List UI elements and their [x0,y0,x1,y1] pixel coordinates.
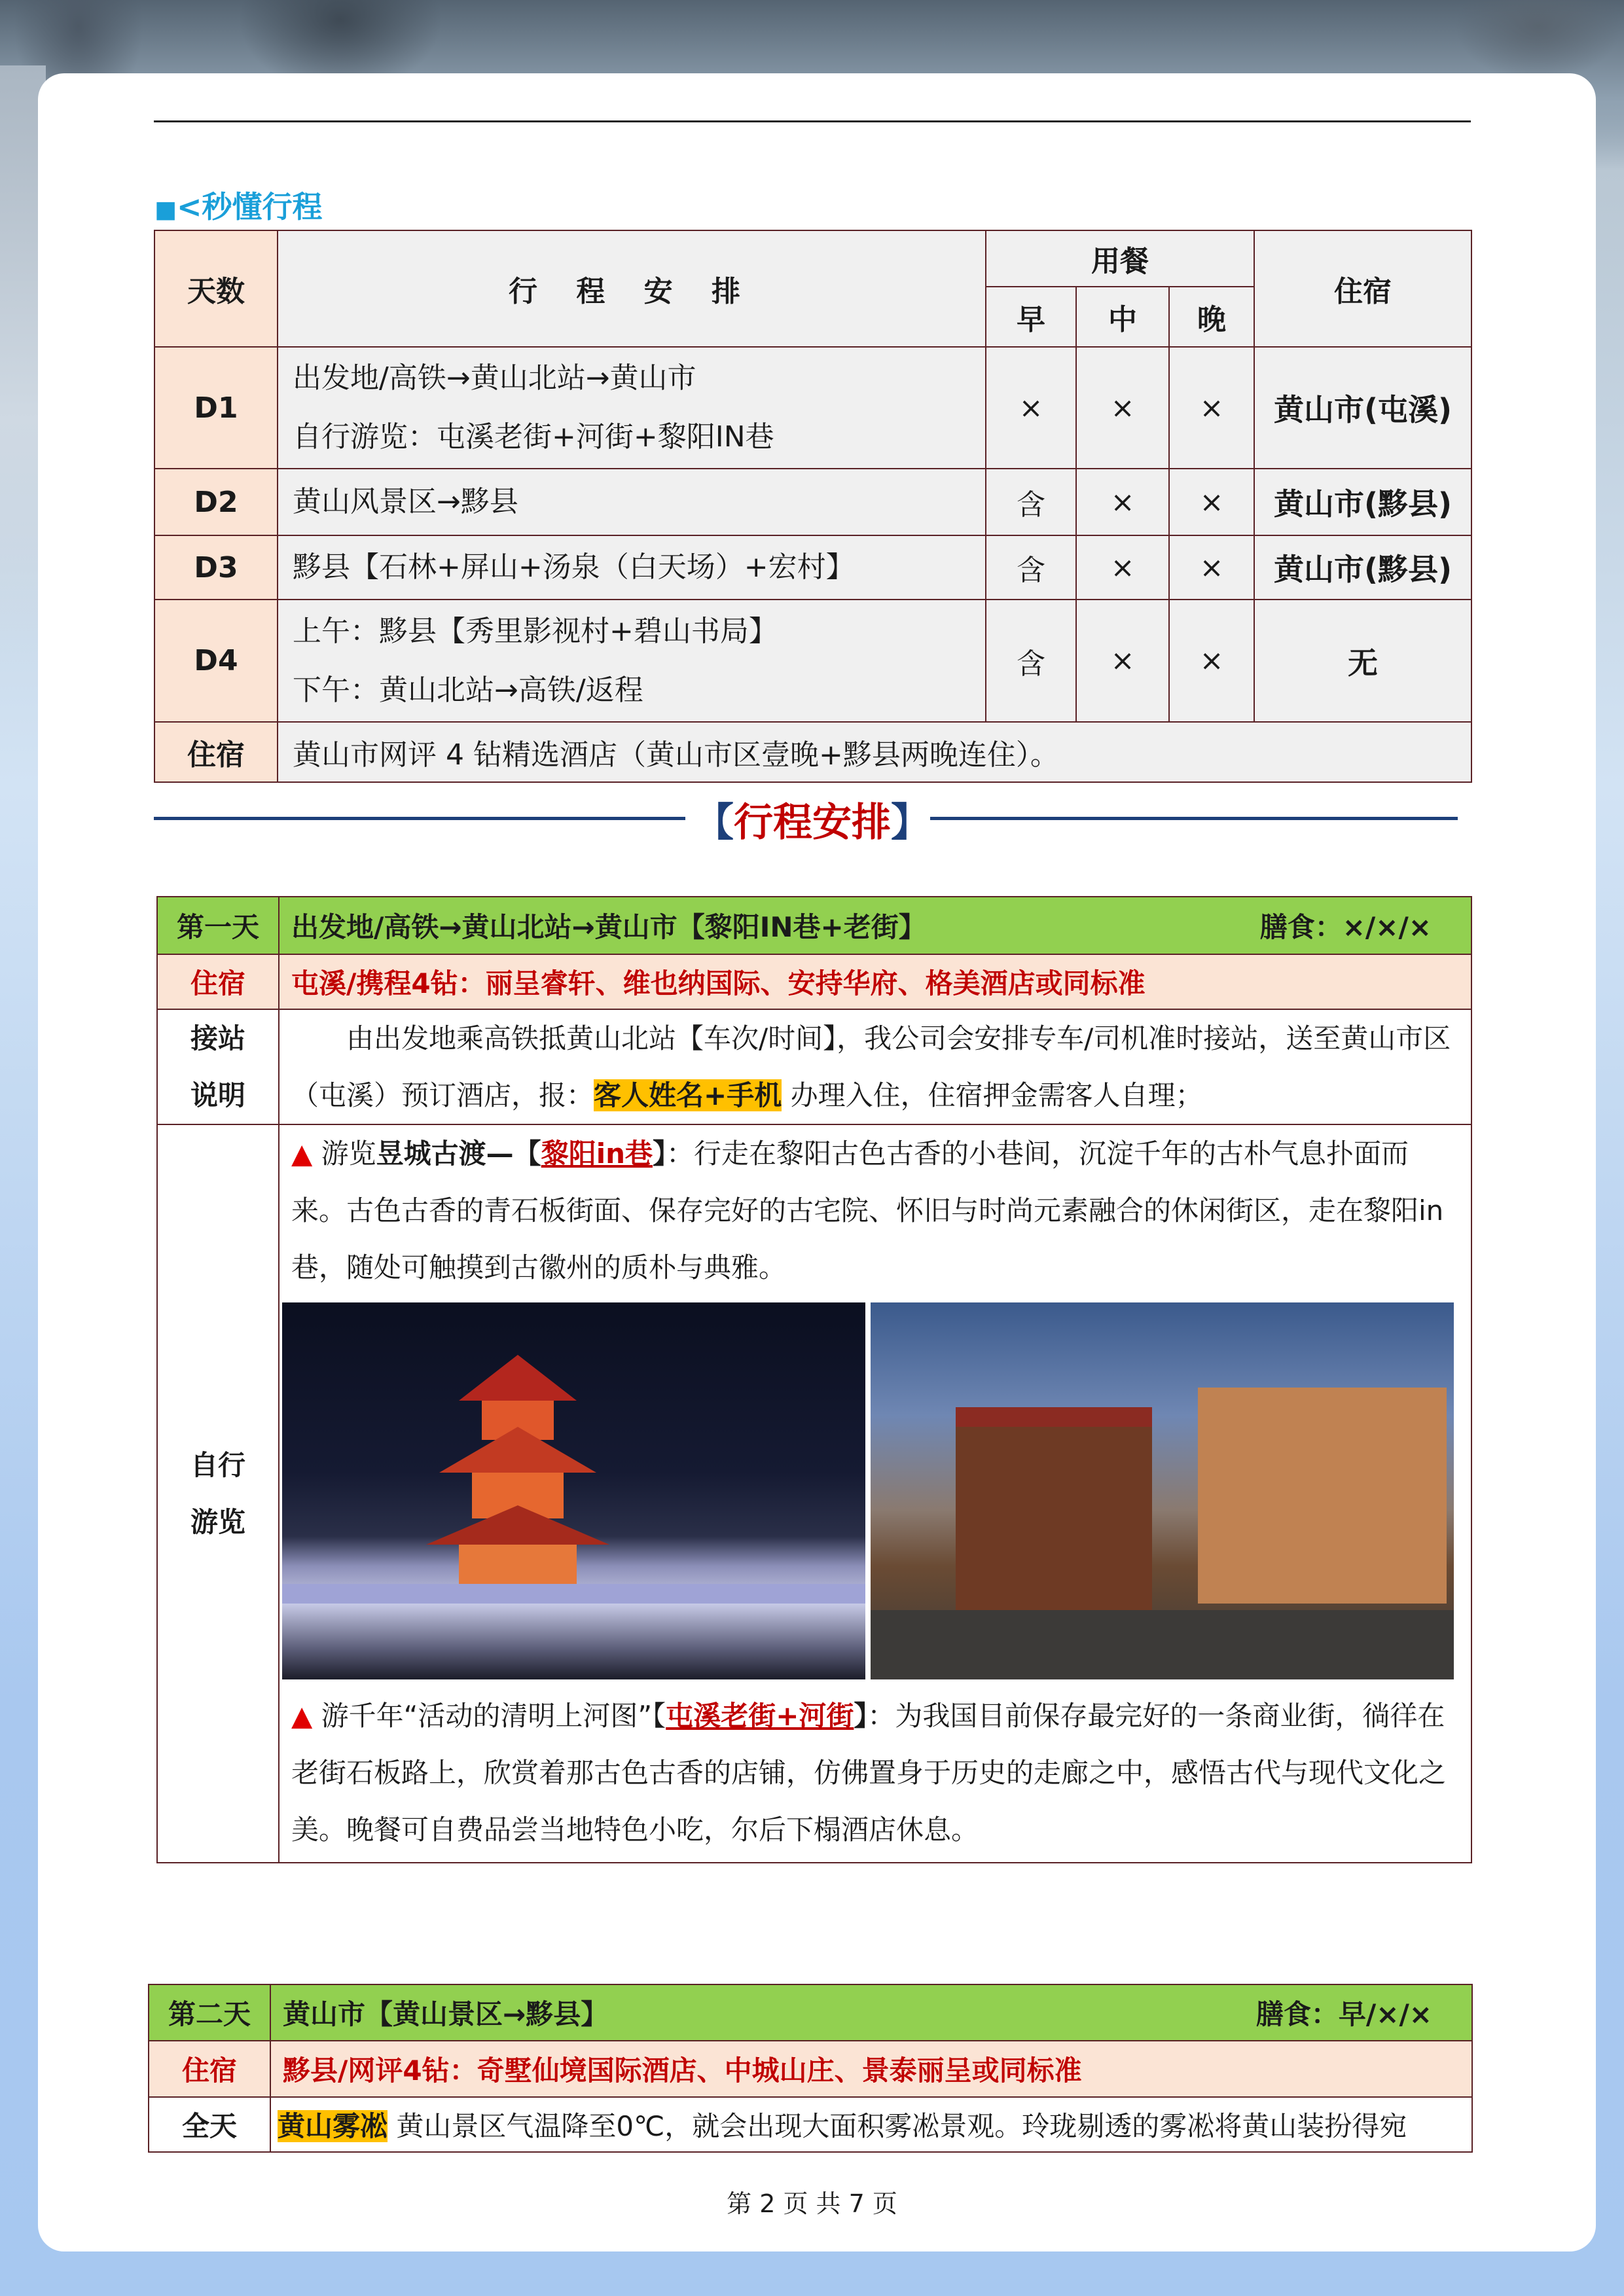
liyang-night-photo [282,1302,865,1679]
itinerary-title: 【行程安排】 [695,800,930,846]
dinner-cell: × [1169,600,1254,722]
hotel-cell: 黄山市(黟县) [1254,535,1471,600]
lodging-text: 黄山市网评 4 钻精选酒店（黄山市区壹晚+黟县两晚连住）。 [278,722,1471,782]
breakfast-cell: × [986,347,1076,469]
dinner-cell: × [1169,535,1254,600]
day2-hotel-row [149,2041,1472,2097]
hotel-cell: 无 [1254,600,1471,722]
day2-route: 黄山市【黄山景区→黟县】 [283,1998,609,2030]
day-cell: D1 [154,347,278,469]
plan-line: 黄山风景区→黟县 [293,485,518,518]
shopfront [1198,1388,1447,1604]
rime-highlight: 黄山雾凇 [278,2110,388,2142]
header-dinner: 晚 [1169,287,1254,347]
day1-pickup-text: 由出发地乘高铁抵黄山北站【车次/时间】，我公司会安排专车/司机准时接站，送至黄山市区（屯溪）预订酒店，报：客人姓名+手机 办理入住，住宿押金需客人自理； [279,1009,1471,1124]
old-street-paragraph: ▲ 游千年“活动的清明上河图”【屯溪老街+河街】：为我国目前保存最完好的一条商业街，徜徉在老街石板路上，欣赏着那古色古香的店铺，仿佛置身于历史的走廊之中，感悟古代与现代文化之美。晚餐可自费品尝当地特色小吃，尔后下榻酒店休息。 [291,1700,1447,1846]
day1-pickup-label: 接站 说明 [157,1009,279,1124]
header-hotel: 住宿 [1254,230,1471,347]
plan-line: 黟县【石林+屏山+汤泉（白天场）+宏村】 [293,550,855,584]
header-lunch: 中 [1076,287,1169,347]
plan-cell [278,535,986,600]
itinerary-title-bar [154,795,1471,846]
day2-label: 第二天 [149,1984,270,2041]
lunch-cell: × [1076,600,1169,722]
header-day: 天数 [154,230,278,347]
triangle-bullet-icon: ▲ [291,1700,313,1732]
plan-line: 出发地/高铁→黄山北站→黄山市 [293,361,696,395]
day1-header-row [157,897,1471,954]
day1-tour-row [157,1124,1471,1863]
breakfast-cell: 含 [986,469,1076,535]
day1-hotel: 屯溪/携程4钻：丽呈睿轩、维也纳国际、安持华府、格美酒店或同标准 [279,954,1471,1009]
day2-allday-text: 黄山雾凇 黄山景区气温降至0℃，就会出现大面积雾凇景观。玲珑剔透的雾凇将黄山装扮得宛 [270,2097,1472,2152]
day2-hotel-label: 住宿 [149,2041,270,2097]
square-bullet-icon: ■ [154,196,177,223]
tunxi-old-street-link: 屯溪老街+河街 [666,1700,854,1732]
plan-cell [278,347,986,469]
day1-route: 出发地/高铁→黄山北站→黄山市【黎阳IN巷+老街】 [291,911,926,943]
day1-meals: 膳食：×/×/× [1259,911,1432,943]
plan-line: 下午：黄山北站→高铁/返程 [293,673,643,707]
header-meals: 用餐 [986,230,1254,287]
day-cell: D2 [154,469,278,535]
day1-pickup-row [157,1009,1471,1124]
table-row [154,347,1471,469]
stage-lights [282,1584,865,1604]
liyang-paragraph: ▲ 游览昱城古渡—【黎阳in巷】：行走在黎阳古色古香的小巷间，沉淀千年的古朴气息扑面而来。古色古香的青石板街面、保存完好的古宅院、怀旧与时尚元素融合的休闲街区，走在黎阳in巷，随处可触摸到古徽州的质朴与典雅。 [291,1138,1444,1283]
liyang-lane-link: 黎阳in巷 [541,1138,653,1170]
header-rule [154,120,1471,122]
dinner-cell: × [1169,469,1254,535]
photo-strip [282,1302,1459,1679]
lodging-label: 住宿 [154,722,278,782]
day1-route-cell [279,897,1471,954]
plan-line: 自行游览：屯溪老街+河街+黎阳IN巷 [293,420,774,454]
day1-table [156,896,1472,1863]
day2-header-row [149,1984,1472,2041]
day2-table [148,1984,1473,2153]
street [871,1610,1454,1679]
triangle-bullet-icon: ▲ [291,1138,313,1170]
lunch-cell: × [1076,469,1169,535]
summary-table [154,230,1472,783]
table-row [154,535,1471,600]
section-heading [154,183,323,226]
day1-tour-label: 自行 游览 [157,1124,279,1863]
pagoda-icon [420,1348,616,1597]
day1-hotel-row [157,954,1471,1009]
table-row [154,600,1471,722]
plan-cell [278,600,986,722]
page-footer: 第 2 页 共 7 页 [727,2189,897,2218]
header-breakfast: 早 [986,287,1076,347]
day2-allday-row [149,2097,1472,2152]
hotel-cell: 黄山市(黟县) [1254,469,1471,535]
day2-route-cell [270,1984,1472,2041]
day-cell: D4 [154,600,278,722]
day2-hotel: 黟县/网评4钻：奇墅仙境国际酒店、中城山庄、景泰丽呈或同标准 [270,2041,1472,2097]
day-cell: D3 [154,535,278,600]
day2-allday-label: 全天 [149,2097,270,2152]
day1-hotel-label: 住宿 [157,954,279,1009]
dinner-cell: × [1169,347,1254,469]
breakfast-cell: 含 [986,535,1076,600]
day2-meals: 膳食：早/×/× [1255,1998,1432,2030]
archway [956,1407,1152,1610]
lunch-cell: × [1076,347,1169,469]
guest-name-phone-highlight: 客人姓名+手机 [594,1079,782,1111]
day1-label: 第一天 [157,897,279,954]
header-plan: 行 程 安 排 [278,230,986,347]
plan-cell [278,469,986,535]
lodging-row [154,722,1471,782]
section-title: <秒懂行程 [177,189,323,224]
lunch-cell: × [1076,535,1169,600]
day1-tour-content [279,1124,1471,1863]
old-street-photo [871,1302,1454,1679]
table-row [154,469,1471,535]
hotel-cell: 黄山市(屯溪) [1254,347,1471,469]
plan-line: 上午：黟县【秀里影视村+碧山书局】 [293,614,778,648]
breakfast-cell: 含 [986,600,1076,722]
